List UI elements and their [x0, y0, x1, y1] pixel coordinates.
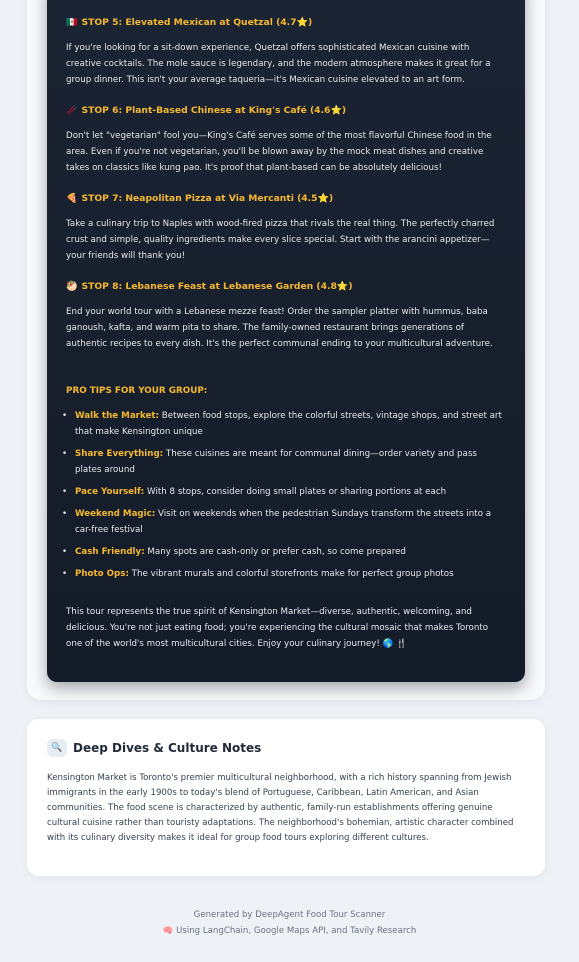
footer-generated-by: Generated by DeepAgent Food Tour Scanner	[193, 910, 386, 920]
stop-description: Take a culinary trip to Naples with wood-fired pizza that rivals the real thing. The perfectly charred crust and simple, quality ingredients make every slice special. Start with the arancini appetizer—your friends will thank you!	[66, 219, 495, 261]
culture-notes-header	[47, 739, 525, 757]
magnifier-icon: 🔍	[47, 739, 67, 757]
footer-tech-stack: 🧠 Using LangChain, Google Maps API, and Tavily Research	[162, 926, 417, 936]
tour-itinerary-panel	[47, 0, 525, 682]
stop-7	[66, 192, 506, 264]
tip-item: • Cash Friendly: Many spots are cash-only or prefer cash, so come prepared	[66, 544, 506, 560]
pita-icon: 🥙	[66, 281, 78, 292]
page-footer	[0, 907, 579, 939]
stop-title: 🥢 STOP 6: Plant-Based Chinese at King's Café (4.6⭐)	[66, 105, 347, 116]
stop-description: Don't let "vegetarian" fool you—King's Café serves some of the most flavorful Chinese food in the area. Even if you're not vegetarian, you'll be blown away by the mock meat dishes and creative takes on classics like kung pao. It's proof that plant-based can be absolutely delicious!	[66, 131, 492, 173]
stop-title: 🍕 STOP 7: Neapolitan Pizza at Via Mercanti (4.5⭐)	[66, 193, 334, 204]
stop-6	[66, 104, 506, 176]
closing-paragraph: This tour represents the true spirit of Kensington Market—diverse, authentic, welcoming, and delicious. You're not just eating food; you're experiencing the cultural mosaic that makes Toronto one of the world's most multicultural cities. Enjoy your culinary journey! 🌎 🍴	[66, 607, 489, 649]
tip-item: • Pace Yourself: With 8 stops, consider doing small plates or sharing portions at each	[66, 484, 506, 500]
culture-notes-text: Kensington Market is Toronto's premier multicultural neighborhood, with a rich history spanning from Jewish immigrants in the early 1900s to today's blend of Portuguese, Caribbean, Latin American, and Asian communities. The food scene is characterized by authentic, family-run establishments offering genuine cultural cuisine rather than touristy adaptations. The neighborhood's bohemian, artistic character combined with its culinary diversity makes it ideal for group food tours exploring different cultures.	[47, 773, 514, 843]
stop-description: End your world tour with a Lebanese mezze feast! Order the sampler platter with hummus, baba ganoush, kafta, and warm pita to share. The family-owned restaurant brings generations of authentic recipes to every dish. It's the perfect communal ending to your multicultural adventure.	[66, 307, 493, 349]
tip-item: • Share Everything: These cuisines are meant for communal dining—order variety and pass plates around	[66, 446, 506, 478]
tip-item: • Weekend Magic: Visit on weekends when the pedestrian Sundays transform the streets into a car-free festival	[66, 506, 506, 538]
stop-8	[66, 280, 506, 352]
chopsticks-icon: 🥢	[66, 105, 78, 116]
pro-tips-list	[66, 408, 506, 582]
stop-5	[66, 16, 506, 88]
stop-title: 🥙 STOP 8: Lebanese Feast at Lebanese Garden (4.8⭐)	[66, 281, 353, 292]
stop-description: If you're looking for a sit-down experience, Quetzal offers sophisticated Mexican cuisine with creative cocktails. The mole sauce is legendary, and the modern atmosphere makes it great for a group dinner. This isn't your average taqueria—it's Mexican cuisine elevated to an art form.	[66, 43, 491, 85]
culture-notes-card	[27, 719, 545, 876]
tip-item: • Walk the Market: Between food stops, explore the colorful streets, vintage shops, and street art that make Kensington unique	[66, 408, 506, 440]
pizza-icon: 🍕	[66, 193, 78, 204]
pro-tips-heading: PRO TIPS FOR YOUR GROUP:	[66, 386, 208, 396]
stop-title: 🇲🇽 STOP 5: Elevated Mexican at Quetzal (4.7⭐)	[66, 17, 313, 28]
mexico-flag-icon: 🇲🇽	[66, 17, 78, 28]
culture-notes-title: Deep Dives & Culture Notes	[73, 741, 262, 755]
tip-item: • Photo Ops: The vibrant murals and colorful storefronts make for perfect group photos	[66, 566, 506, 582]
